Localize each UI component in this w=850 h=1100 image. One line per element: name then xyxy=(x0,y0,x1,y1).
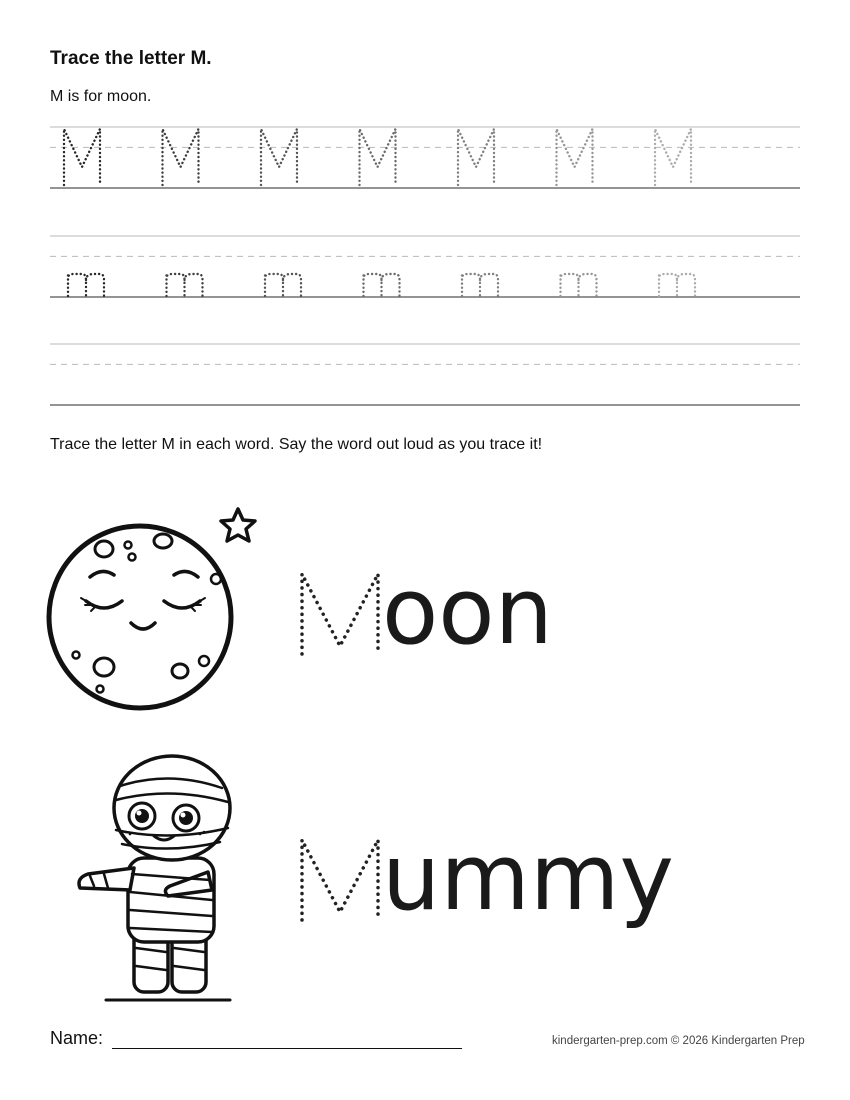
traced-glyph-upper xyxy=(655,129,691,185)
name-field-line[interactable] xyxy=(112,1048,462,1049)
page-subtitle: M is for moon. xyxy=(50,88,152,105)
traced-glyph-lower xyxy=(462,274,498,296)
traced-glyph-upper xyxy=(458,129,494,185)
traced-glyph-lower xyxy=(659,274,695,296)
traced-glyph-lower xyxy=(561,274,597,296)
trace-rows xyxy=(50,127,800,405)
word-moon xyxy=(298,548,553,665)
word-remainder: oon xyxy=(382,558,553,665)
mummy-icon xyxy=(70,750,250,1010)
footer-credit: kindergarten-prep.com © 2026 Kindergarten Prep xyxy=(552,1035,805,1047)
traced-glyph-lower xyxy=(167,274,203,296)
word-remainder: ummy xyxy=(382,824,674,931)
traced-glyph-upper xyxy=(163,129,199,185)
traced-glyph-lower xyxy=(364,274,400,296)
moon-icon xyxy=(46,505,266,715)
word-instructions: Trace the letter M in each word. Say the word out loud as you trace it! xyxy=(50,436,543,453)
page-title: Trace the letter M. xyxy=(50,48,212,69)
traced-letter xyxy=(298,834,382,924)
traced-glyph-upper xyxy=(64,129,100,185)
traced-letter xyxy=(298,568,382,658)
traced-glyph-upper xyxy=(557,129,593,185)
traced-glyph-lower xyxy=(265,274,301,296)
traced-glyph-upper xyxy=(360,129,396,185)
name-label: Name: xyxy=(50,1028,104,1048)
word-mummy xyxy=(298,814,674,931)
traced-glyph-lower xyxy=(68,274,104,296)
traced-glyph-upper xyxy=(261,129,297,185)
trace-practice-area xyxy=(0,110,850,420)
